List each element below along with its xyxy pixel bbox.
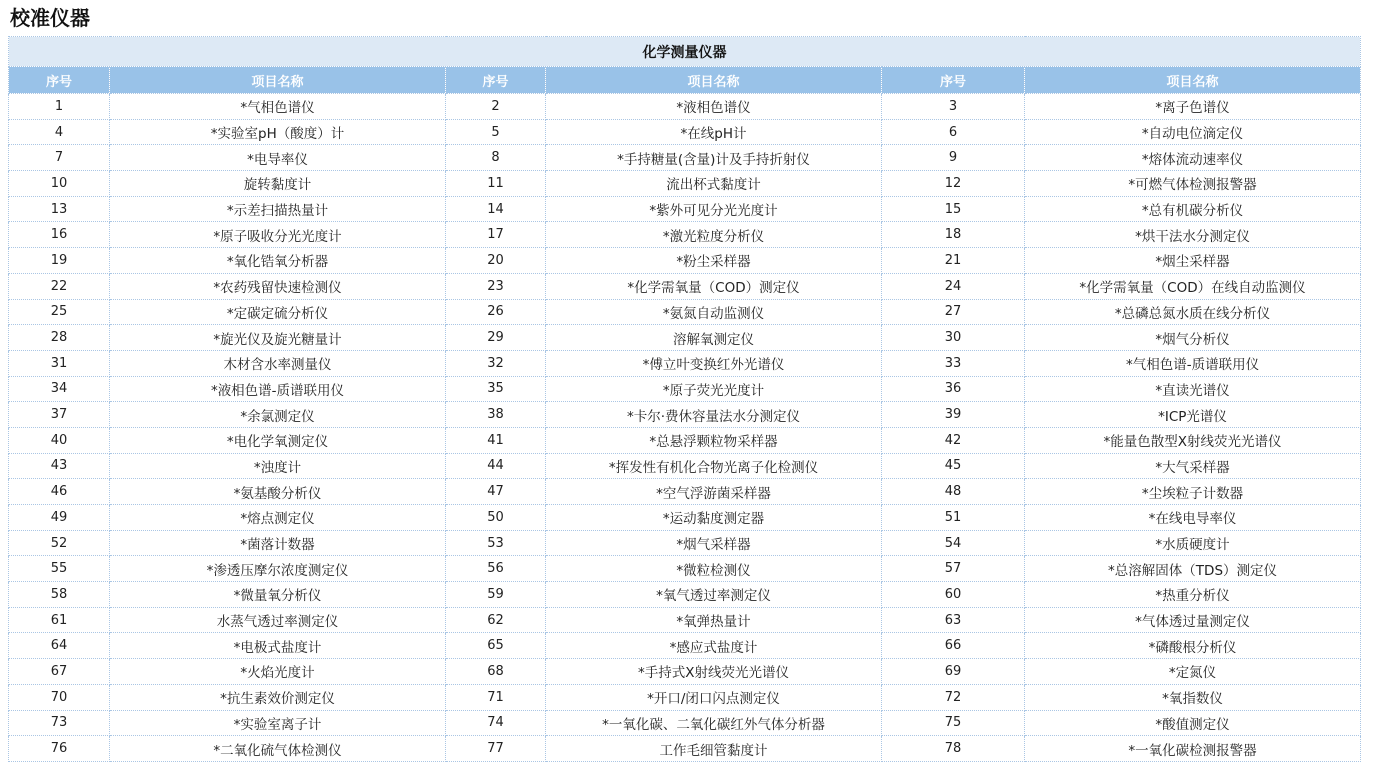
item-name-cell: *卡尔·费休容量法水分测定仪 [546, 402, 882, 428]
item-name-cell: *气相色谱仪 [110, 94, 446, 120]
table-row [9, 479, 1361, 505]
serial-number-cell: 16 [9, 222, 110, 248]
item-name-cell: *氨氮自动监测仪 [546, 299, 882, 325]
item-name-cell: *粉尘采样器 [546, 248, 882, 274]
item-name-cell: *运动黏度测定器 [546, 505, 882, 531]
item-name-cell: *电导率仪 [110, 145, 446, 171]
table-row [9, 248, 1361, 274]
item-name-cell: *总磷总氮水质在线分析仪 [1025, 299, 1361, 325]
serial-number-cell: 67 [9, 659, 110, 685]
serial-number-cell: 46 [9, 479, 110, 505]
item-name-cell: 溶解氧测定仪 [546, 325, 882, 351]
serial-number-cell: 4 [9, 119, 110, 145]
column-header-serial: 序号 [882, 67, 1025, 94]
serial-number-cell: 66 [882, 633, 1025, 659]
table-row [9, 453, 1361, 479]
table-row [9, 350, 1361, 376]
table-row [9, 556, 1361, 582]
serial-number-cell: 19 [9, 248, 110, 274]
serial-number-cell: 76 [9, 736, 110, 762]
table-header-row [9, 67, 1361, 94]
item-name-cell: *二氧化硫气体检测仪 [110, 736, 446, 762]
serial-number-cell: 12 [882, 171, 1025, 197]
column-header-item-name: 项目名称 [1025, 67, 1361, 94]
item-name-cell: 工作毛细管黏度计 [546, 736, 882, 762]
table-row [9, 325, 1361, 351]
serial-number-cell: 51 [882, 505, 1025, 531]
item-name-cell: *手持糖量(含量)计及手持折射仪 [546, 145, 882, 171]
item-name-cell: *磷酸根分析仪 [1025, 633, 1361, 659]
item-name-cell: 旋转黏度计 [110, 171, 446, 197]
serial-number-cell: 61 [9, 607, 110, 633]
serial-number-cell: 33 [882, 350, 1025, 376]
serial-number-cell: 55 [9, 556, 110, 582]
serial-number-cell: 39 [882, 402, 1025, 428]
serial-number-cell: 5 [446, 119, 546, 145]
item-name-cell: *空气浮游菌采样器 [546, 479, 882, 505]
item-name-cell: *熔点测定仪 [110, 505, 446, 531]
item-name-cell: *化学需氧量（COD）测定仪 [546, 273, 882, 299]
item-name-cell: *烟气分析仪 [1025, 325, 1361, 351]
serial-number-cell: 70 [9, 684, 110, 710]
item-name-cell: *总悬浮颗粒物采样器 [546, 427, 882, 453]
item-name-cell: *在线电导率仪 [1025, 505, 1361, 531]
serial-number-cell: 31 [9, 350, 110, 376]
item-name-cell: 水蒸气透过率测定仪 [110, 607, 446, 633]
item-name-cell: *定碳定硫分析仪 [110, 299, 446, 325]
serial-number-cell: 59 [446, 582, 546, 608]
serial-number-cell: 24 [882, 273, 1025, 299]
serial-number-cell: 35 [446, 376, 546, 402]
column-header-serial: 序号 [446, 67, 546, 94]
serial-number-cell: 65 [446, 633, 546, 659]
serial-number-cell: 58 [9, 582, 110, 608]
item-name-cell: *渗透压摩尔浓度测定仪 [110, 556, 446, 582]
serial-number-cell: 13 [9, 196, 110, 222]
table-row [9, 582, 1361, 608]
serial-number-cell: 7 [9, 145, 110, 171]
item-name-cell: *氨基酸分析仪 [110, 479, 446, 505]
item-name-cell: *旋光仪及旋光糖量计 [110, 325, 446, 351]
table-caption: 化学测量仪器 [9, 37, 1361, 67]
serial-number-cell: 64 [9, 633, 110, 659]
item-name-cell: *挥发性有机化合物光离子化检测仪 [546, 453, 882, 479]
serial-number-cell: 28 [9, 325, 110, 351]
item-name-cell: *离子色谱仪 [1025, 94, 1361, 120]
column-header-serial: 序号 [9, 67, 110, 94]
table-row [9, 94, 1361, 120]
page-title: 校准仪器 [10, 6, 90, 30]
table-row [9, 710, 1361, 736]
item-name-cell: *可燃气体检测报警器 [1025, 171, 1361, 197]
serial-number-cell: 56 [446, 556, 546, 582]
item-name-cell: *水质硬度计 [1025, 530, 1361, 556]
item-name-cell: *烟尘采样器 [1025, 248, 1361, 274]
serial-number-cell: 36 [882, 376, 1025, 402]
item-name-cell: 木材含水率测量仪 [110, 350, 446, 376]
serial-number-cell: 38 [446, 402, 546, 428]
item-name-cell: *火焰光度计 [110, 659, 446, 685]
serial-number-cell: 45 [882, 453, 1025, 479]
item-name-cell: *酸值测定仪 [1025, 710, 1361, 736]
serial-number-cell: 15 [882, 196, 1025, 222]
serial-number-cell: 62 [446, 607, 546, 633]
item-name-cell: *尘埃粒子计数器 [1025, 479, 1361, 505]
table-row [9, 530, 1361, 556]
serial-number-cell: 63 [882, 607, 1025, 633]
item-name-cell: *电极式盐度计 [110, 633, 446, 659]
serial-number-cell: 18 [882, 222, 1025, 248]
serial-number-cell: 69 [882, 659, 1025, 685]
item-name-cell: *抗生素效价测定仪 [110, 684, 446, 710]
serial-number-cell: 14 [446, 196, 546, 222]
serial-number-cell: 8 [446, 145, 546, 171]
serial-number-cell: 25 [9, 299, 110, 325]
serial-number-cell: 27 [882, 299, 1025, 325]
item-name-cell: *氧化锆氧分析器 [110, 248, 446, 274]
item-name-cell: *实验室pH（酸度）计 [110, 119, 446, 145]
serial-number-cell: 22 [9, 273, 110, 299]
serial-number-cell: 77 [446, 736, 546, 762]
table-row [9, 427, 1361, 453]
table-row [9, 607, 1361, 633]
serial-number-cell: 52 [9, 530, 110, 556]
item-name-cell: *大气采样器 [1025, 453, 1361, 479]
table-row [9, 299, 1361, 325]
serial-number-cell: 47 [446, 479, 546, 505]
item-name-cell: 流出杯式黏度计 [546, 171, 882, 197]
serial-number-cell: 43 [9, 453, 110, 479]
serial-number-cell: 32 [446, 350, 546, 376]
table-caption-row [9, 37, 1361, 67]
item-name-cell: *原子荧光光度计 [546, 376, 882, 402]
serial-number-cell: 1 [9, 94, 110, 120]
item-name-cell: *氧指数仪 [1025, 684, 1361, 710]
table-row [9, 684, 1361, 710]
serial-number-cell: 30 [882, 325, 1025, 351]
table-row [9, 119, 1361, 145]
serial-number-cell: 26 [446, 299, 546, 325]
serial-number-cell: 41 [446, 427, 546, 453]
item-name-cell: *液相色谱-质谱联用仪 [110, 376, 446, 402]
serial-number-cell: 75 [882, 710, 1025, 736]
serial-number-cell: 49 [9, 505, 110, 531]
item-name-cell: *自动电位滴定仪 [1025, 119, 1361, 145]
item-name-cell: *化学需氧量（COD）在线自动监测仪 [1025, 273, 1361, 299]
table-row [9, 736, 1361, 762]
item-name-cell: *一氧化碳检测报警器 [1025, 736, 1361, 762]
item-name-cell: *手持式X射线荧光光谱仪 [546, 659, 882, 685]
serial-number-cell: 54 [882, 530, 1025, 556]
item-name-cell: *氧气透过率测定仪 [546, 582, 882, 608]
table-row [9, 376, 1361, 402]
serial-number-cell: 2 [446, 94, 546, 120]
serial-number-cell: 10 [9, 171, 110, 197]
serial-number-cell: 74 [446, 710, 546, 736]
item-name-cell: *实验室离子计 [110, 710, 446, 736]
serial-number-cell: 17 [446, 222, 546, 248]
serial-number-cell: 21 [882, 248, 1025, 274]
serial-number-cell: 57 [882, 556, 1025, 582]
item-name-cell: *微粒检测仪 [546, 556, 882, 582]
serial-number-cell: 44 [446, 453, 546, 479]
item-name-cell: *在线pH计 [546, 119, 882, 145]
serial-number-cell: 29 [446, 325, 546, 351]
serial-number-cell: 37 [9, 402, 110, 428]
item-name-cell: *菌落计数器 [110, 530, 446, 556]
item-name-cell: *感应式盐度计 [546, 633, 882, 659]
table-row [9, 196, 1361, 222]
item-name-cell: *液相色谱仪 [546, 94, 882, 120]
item-name-cell: *傅立叶变换红外光谱仪 [546, 350, 882, 376]
item-name-cell: *定氮仪 [1025, 659, 1361, 685]
item-name-cell: *总溶解固体（TDS）测定仪 [1025, 556, 1361, 582]
serial-number-cell: 11 [446, 171, 546, 197]
item-name-cell: *一氧化碳、二氧化碳红外气体分析器 [546, 710, 882, 736]
table-row [9, 505, 1361, 531]
serial-number-cell: 72 [882, 684, 1025, 710]
serial-number-cell: 42 [882, 427, 1025, 453]
item-name-cell: *原子吸收分光光度计 [110, 222, 446, 248]
item-name-cell: *余氯测定仪 [110, 402, 446, 428]
item-name-cell: *农药残留快速检测仪 [110, 273, 446, 299]
table-row [9, 402, 1361, 428]
serial-number-cell: 71 [446, 684, 546, 710]
table-row [9, 633, 1361, 659]
item-name-cell: *气相色谱-质谱联用仪 [1025, 350, 1361, 376]
item-name-cell: *总有机碳分析仪 [1025, 196, 1361, 222]
table-row [9, 659, 1361, 685]
instrument-table [8, 36, 1361, 762]
serial-number-cell: 34 [9, 376, 110, 402]
item-name-cell: *热重分析仪 [1025, 582, 1361, 608]
serial-number-cell: 20 [446, 248, 546, 274]
item-name-cell: *电化学氧测定仪 [110, 427, 446, 453]
serial-number-cell: 23 [446, 273, 546, 299]
item-name-cell: *微量氧分析仪 [110, 582, 446, 608]
item-name-cell: *气体透过量测定仪 [1025, 607, 1361, 633]
item-name-cell: *紫外可见分光光度计 [546, 196, 882, 222]
serial-number-cell: 48 [882, 479, 1025, 505]
serial-number-cell: 78 [882, 736, 1025, 762]
serial-number-cell: 53 [446, 530, 546, 556]
serial-number-cell: 68 [446, 659, 546, 685]
item-name-cell: *示差扫描热量计 [110, 196, 446, 222]
item-name-cell: *开口/闭口闪点测定仪 [546, 684, 882, 710]
serial-number-cell: 40 [9, 427, 110, 453]
column-header-item-name: 项目名称 [110, 67, 446, 94]
table-row [9, 273, 1361, 299]
table-body [9, 94, 1361, 762]
serial-number-cell: 3 [882, 94, 1025, 120]
item-name-cell: *能量色散型X射线荧光光谱仪 [1025, 427, 1361, 453]
serial-number-cell: 60 [882, 582, 1025, 608]
table-row [9, 171, 1361, 197]
column-header-item-name: 项目名称 [546, 67, 882, 94]
item-name-cell: *直读光谱仪 [1025, 376, 1361, 402]
serial-number-cell: 73 [9, 710, 110, 736]
item-name-cell: *烘干法水分测定仪 [1025, 222, 1361, 248]
serial-number-cell: 9 [882, 145, 1025, 171]
item-name-cell: *烟气采样器 [546, 530, 882, 556]
serial-number-cell: 6 [882, 119, 1025, 145]
serial-number-cell: 50 [446, 505, 546, 531]
item-name-cell: *熔体流动速率仪 [1025, 145, 1361, 171]
item-name-cell: *氧弹热量计 [546, 607, 882, 633]
table-row [9, 222, 1361, 248]
item-name-cell: *激光粒度分析仪 [546, 222, 882, 248]
table-row [9, 145, 1361, 171]
item-name-cell: *浊度计 [110, 453, 446, 479]
item-name-cell: *ICP光谱仪 [1025, 402, 1361, 428]
